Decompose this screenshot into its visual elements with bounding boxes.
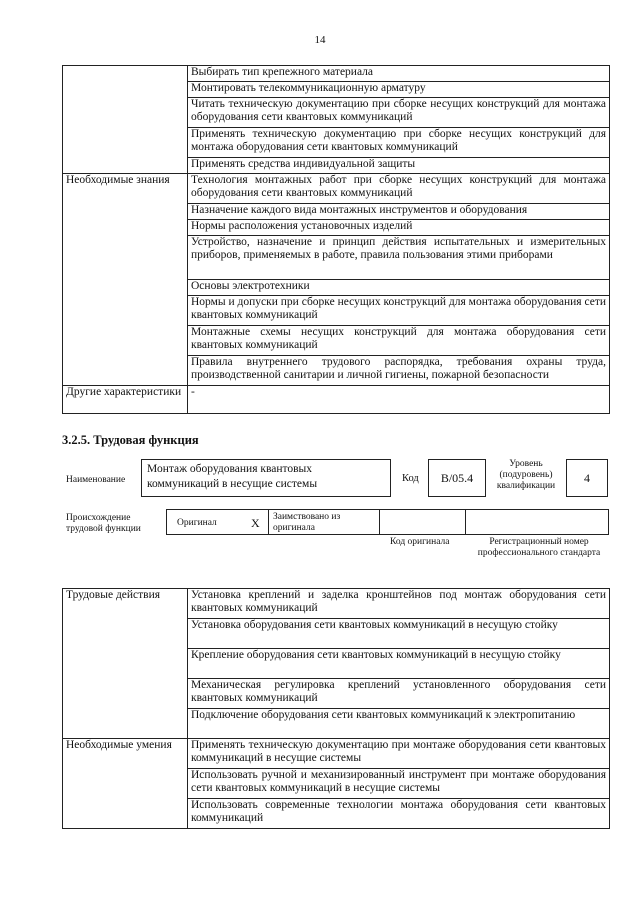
level-value: 4	[584, 471, 590, 485]
level-label: Уровень (подуровень) квалификации	[496, 459, 556, 491]
borrowed-label: Заимствовано из оригинала	[273, 512, 341, 533]
table-cell: Монтажные схемы несущих конструкций для монтажа оборудования сети квантовых коммуникаций	[188, 326, 610, 356]
table-cell: Подключение оборудования сети квантовых коммуникаций к электропитанию	[188, 709, 610, 739]
page-number: 14	[314, 34, 326, 46]
reg-caption: Регистрационный номер профессионального стандарта	[477, 537, 601, 558]
table-cell: Применять техническую документацию при монтаже оборудования сети квантовых коммуникаций в несущие системы	[188, 739, 610, 769]
table-cell: Механическая регулировка креплений установленного оборудования сети квантовых коммуникаций	[188, 679, 610, 709]
table-cell: Использовать ручной и механизированный инструмент при монтаже оборудования сети квантовых коммуникаций в несущие системы	[188, 769, 610, 799]
table-cell: Выбирать тип крепежного материала	[188, 66, 610, 82]
code-caption: Код оригинала	[390, 537, 450, 547]
table-cell: Установка креплений и заделка кронштейнов под монтаж оборудования сети квантовых коммуникаций	[188, 589, 610, 619]
origin-code-cell	[379, 509, 466, 535]
origin-original-cell	[166, 509, 269, 535]
table-cell: Крепление оборудования сети квантовых коммуникаций в несущую стойку	[188, 649, 610, 679]
row-label-actions: Трудовые действия	[63, 589, 188, 739]
function-name-box	[141, 459, 391, 497]
table-cell: Установка оборудования сети квантовых коммуникаций в несущую стойку	[188, 619, 610, 649]
origin-label: Происхождение трудовой функции	[66, 513, 141, 534]
table-cell: Нормы и допуски при сборке несущих конструкций для монтажа оборудования сети квантовых коммуникаций	[188, 296, 610, 326]
row-label	[63, 66, 188, 174]
code-label: Код	[402, 473, 419, 484]
origin-reg-cell	[465, 509, 609, 535]
row-label-skills: Необходимые умения	[63, 739, 188, 829]
code-value: B/05.4	[440, 471, 474, 485]
origin-borrowed-cell	[268, 509, 380, 535]
row-label-knowledge: Необходимые знания	[63, 174, 188, 386]
original-mark: X	[251, 516, 260, 530]
table-cell: Назначение каждого вида монтажных инструментов и оборудования	[188, 204, 610, 220]
table-cell: Читать техническую документацию при сборке несущих конструкций для монтажа оборудования сети квантовых коммуникаций	[188, 98, 610, 128]
table-cell: Технология монтажных работ при сборке несущих конструкций для монтажа оборудования сети квантовых коммуникаций	[188, 174, 610, 204]
table-cell: -	[188, 386, 610, 414]
section-title: 3.2.5. Трудовая функция	[62, 433, 199, 447]
table-cell: Применять средства индивидуальной защиты	[188, 158, 610, 174]
row-label-other: Другие характеристики	[63, 386, 188, 414]
name-label: Наименование	[66, 475, 126, 485]
table-cell: Нормы расположения установочных изделий	[188, 220, 610, 236]
table-cell: Основы электротехники	[188, 280, 610, 296]
competency-table-1	[62, 65, 610, 414]
level-box	[566, 459, 608, 497]
original-label: Оригинал	[177, 518, 217, 528]
code-box	[428, 459, 486, 497]
function-name: Монтаж оборудования квантовых коммуникаций в несущие системы	[147, 463, 318, 490]
table-cell: Правила внутреннего трудового распорядка, требования охраны труда, производственной санитарии и личной гигиены, пожарной безопасности	[188, 356, 610, 386]
table-cell: Устройство, назначение и принцип действия испытательных и измерительных приборов, применяемых в работе, правила пользования этими приборами	[188, 236, 610, 280]
table-cell: Использовать современные технологии монтажа оборудования сети квантовых коммуникаций	[188, 799, 610, 829]
table-cell: Применять техническую документацию при сборке несущих конструкций для монтажа оборудования сети квантовых коммуникаций	[188, 128, 610, 158]
table-cell: Монтировать телекоммуникационную арматуру	[188, 82, 610, 98]
competency-table-2	[62, 588, 610, 829]
